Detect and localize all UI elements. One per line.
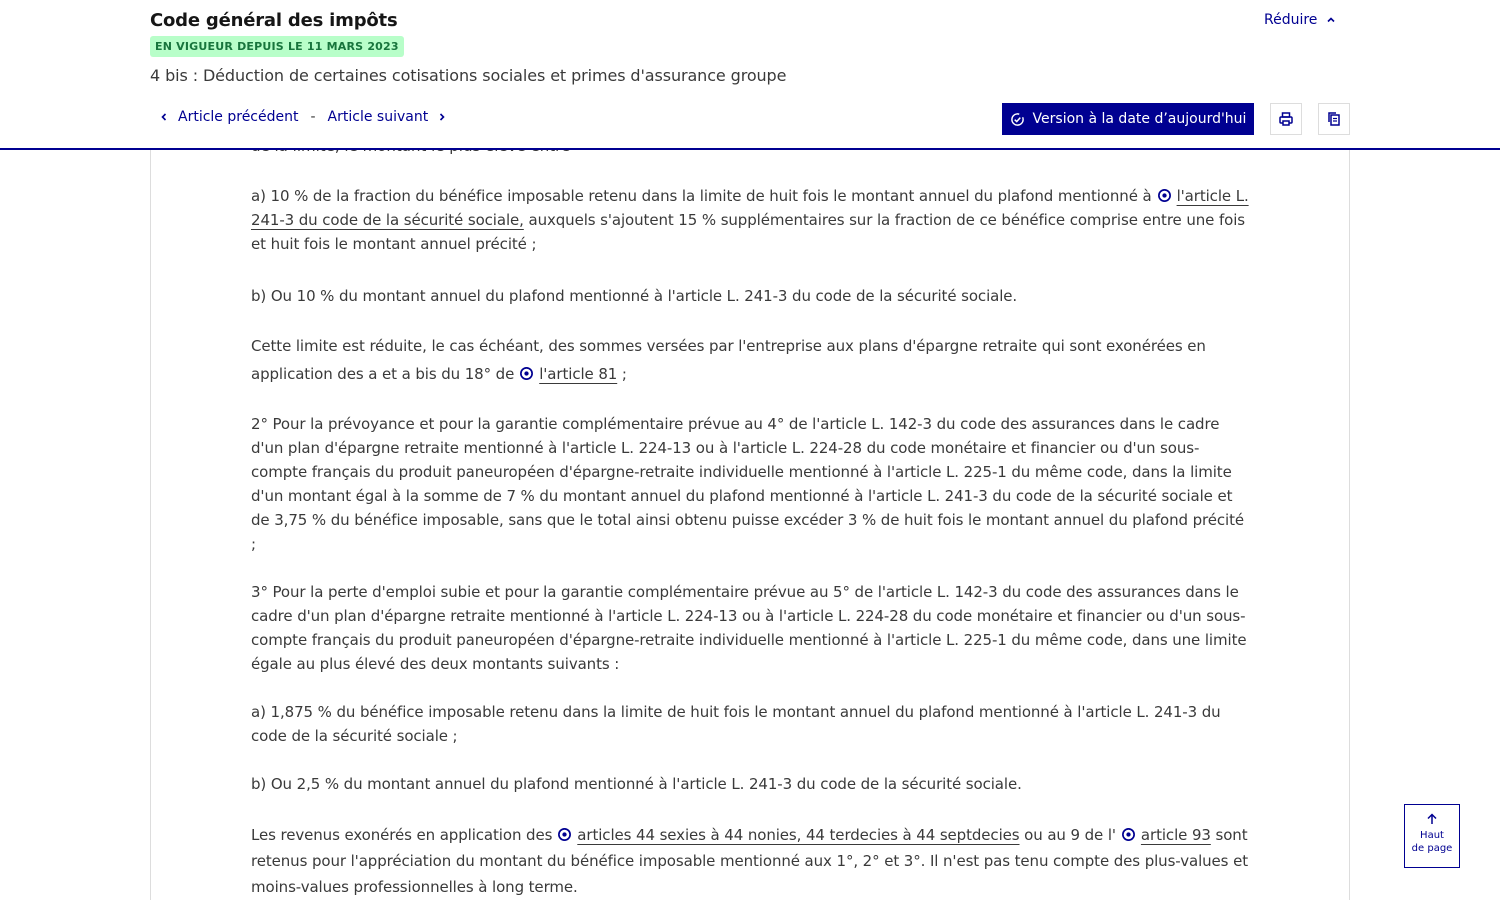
eye-icon[interactable] (557, 827, 572, 842)
version-today-button[interactable] (1002, 103, 1254, 135)
paragraph-limit: Cette limite est réduite, le cas échéant, des sommes versées par l'entreprise aux plans d'épargne retraite qui sont exonérées en application des a et a bis du 18° de l'article 81 ; (251, 337, 1206, 383)
article-navigation (158, 109, 448, 125)
paragraph-3a: a) 1,875 % du bénéfice imposable retenu dans la limite de huit fois le montant annuel du plafond mentionné à l'article L. 241-3 du code de la sécurité sociale ; (251, 703, 1221, 745)
chevron-up-icon (1325, 14, 1337, 26)
paragraph-1b: b) Ou 10 % du montant annuel du plafond mentionné à l'article L. 241-3 du code de la sécurité sociale. (251, 287, 1018, 305)
article-header (0, 0, 1500, 150)
previous-article-label: Article précédent (178, 109, 299, 125)
paragraph-exempt-revenues: Les revenus exonérés en application des articles 44 sexies à 44 nonies, 44 terdecies à 44 septdecies ou au 9 de l' article 93 sont retenus pour l'appréciation du montant du bénéfice imposable mentionné aux 1°, 2° et 3°. Il n'est pas tenu compte des plus-values et moins-values professionnelles à long terme. (251, 826, 1248, 896)
paragraph-2: 2° Pour la prévoyance et pour la garantie complémentaire prévue au 4° de l'article L. 142-3 du code des assurances dans le cadre d'un plan d'épargne retraite mentionné à l'article L. 224-13 ou à l'article L. 224-28 du code monétaire et financier ou d'un sous-compte français du produit paneuropéen d'épargne-retraite individuelle mentionné à l'article L. 225-1 du même code, dans la limite d'un montant égal à la somme de 7 % du montant annuel du plafond mentionné à l'article L. 241-3 du code de la sécurité sociale et de 3,75 % du bénéfice imposable, sans que le total ainsi obtenu puisse excéder 3 % de huit fois le montant annuel du plafond précité ; (251, 415, 1245, 553)
chevron-left-icon (158, 111, 170, 123)
eye-icon[interactable] (1121, 827, 1136, 842)
status-badge: EN VIGUEUR DEPUIS LE 11 MARS 2023 (150, 36, 404, 57)
next-article-label: Article suivant (327, 109, 429, 125)
version-today-label: Version à la date d’aujourd'hui (1032, 111, 1247, 127)
link-article-81[interactable]: l'article 81 (539, 365, 618, 383)
paragraph-1a: a) 10 % de la fraction du bénéfice imposable retenu dans la limite de huit fois le montant annuel du plafond mentionné à l'article L. 241-3 du code de la sécurité sociale, auxquels s'ajoutent 15 % supplémentaires sur la fraction de ce bénéfice comprise entre une fois et huit fois le montant annuel précité ; (251, 187, 1249, 253)
next-article-link[interactable] (328, 109, 449, 125)
back-to-top-line1: Haut (1420, 830, 1444, 841)
link-article-93[interactable]: article 93 (1140, 826, 1211, 844)
paragraph-3b: b) Ou 2,5 % du montant annuel du plafond mentionné à l'article L. 241-3 du code de la sécurité sociale. (251, 775, 1022, 793)
reduce-label: Réduire (1264, 12, 1318, 28)
print-icon (1278, 111, 1294, 127)
copy-icon (1326, 111, 1342, 127)
nav-separator: - (310, 109, 316, 125)
code-title: Code général des impôts (150, 10, 398, 31)
link-articles-44[interactable]: articles 44 sexies à 44 nonies, 44 terdecies à 44 septdecies (577, 826, 1020, 844)
back-to-top-line2: de page (1411, 843, 1453, 854)
check-circle-icon (1010, 112, 1025, 127)
chevron-right-icon (436, 111, 448, 123)
copy-button[interactable] (1318, 103, 1350, 135)
back-to-top-button[interactable] (1404, 804, 1460, 868)
previous-article-link[interactable] (158, 109, 298, 125)
arrow-up-icon (1426, 813, 1438, 825)
eye-icon[interactable] (1157, 188, 1172, 203)
eye-icon[interactable] (519, 366, 534, 381)
paragraph-3: 3° Pour la perte d'emploi subie et pour la garantie complémentaire prévue au 5° de l'article L. 142-3 du code des assurances dans le cadre d'un plan d'épargne retraite mentionné à l'article L. 224-13 ou à l'article L. 224-28 du code monétaire et financier ou d'un sous-compte français du produit paneuropéen d'épargne-retraite individuelle mentionné à l'article L. 225-1 du même code, dans une limite égale au plus élevé des deux montants suivants : (251, 583, 1247, 673)
link-article-l241-3[interactable]: l'article L. 241-3 du code de la sécurité sociale, (251, 187, 1249, 229)
article-title: 4 bis : Déduction de certaines cotisations sociales et primes d'assurance groupe (150, 66, 787, 85)
print-button[interactable] (1270, 103, 1302, 135)
reduce-button[interactable] (1264, 12, 1337, 28)
